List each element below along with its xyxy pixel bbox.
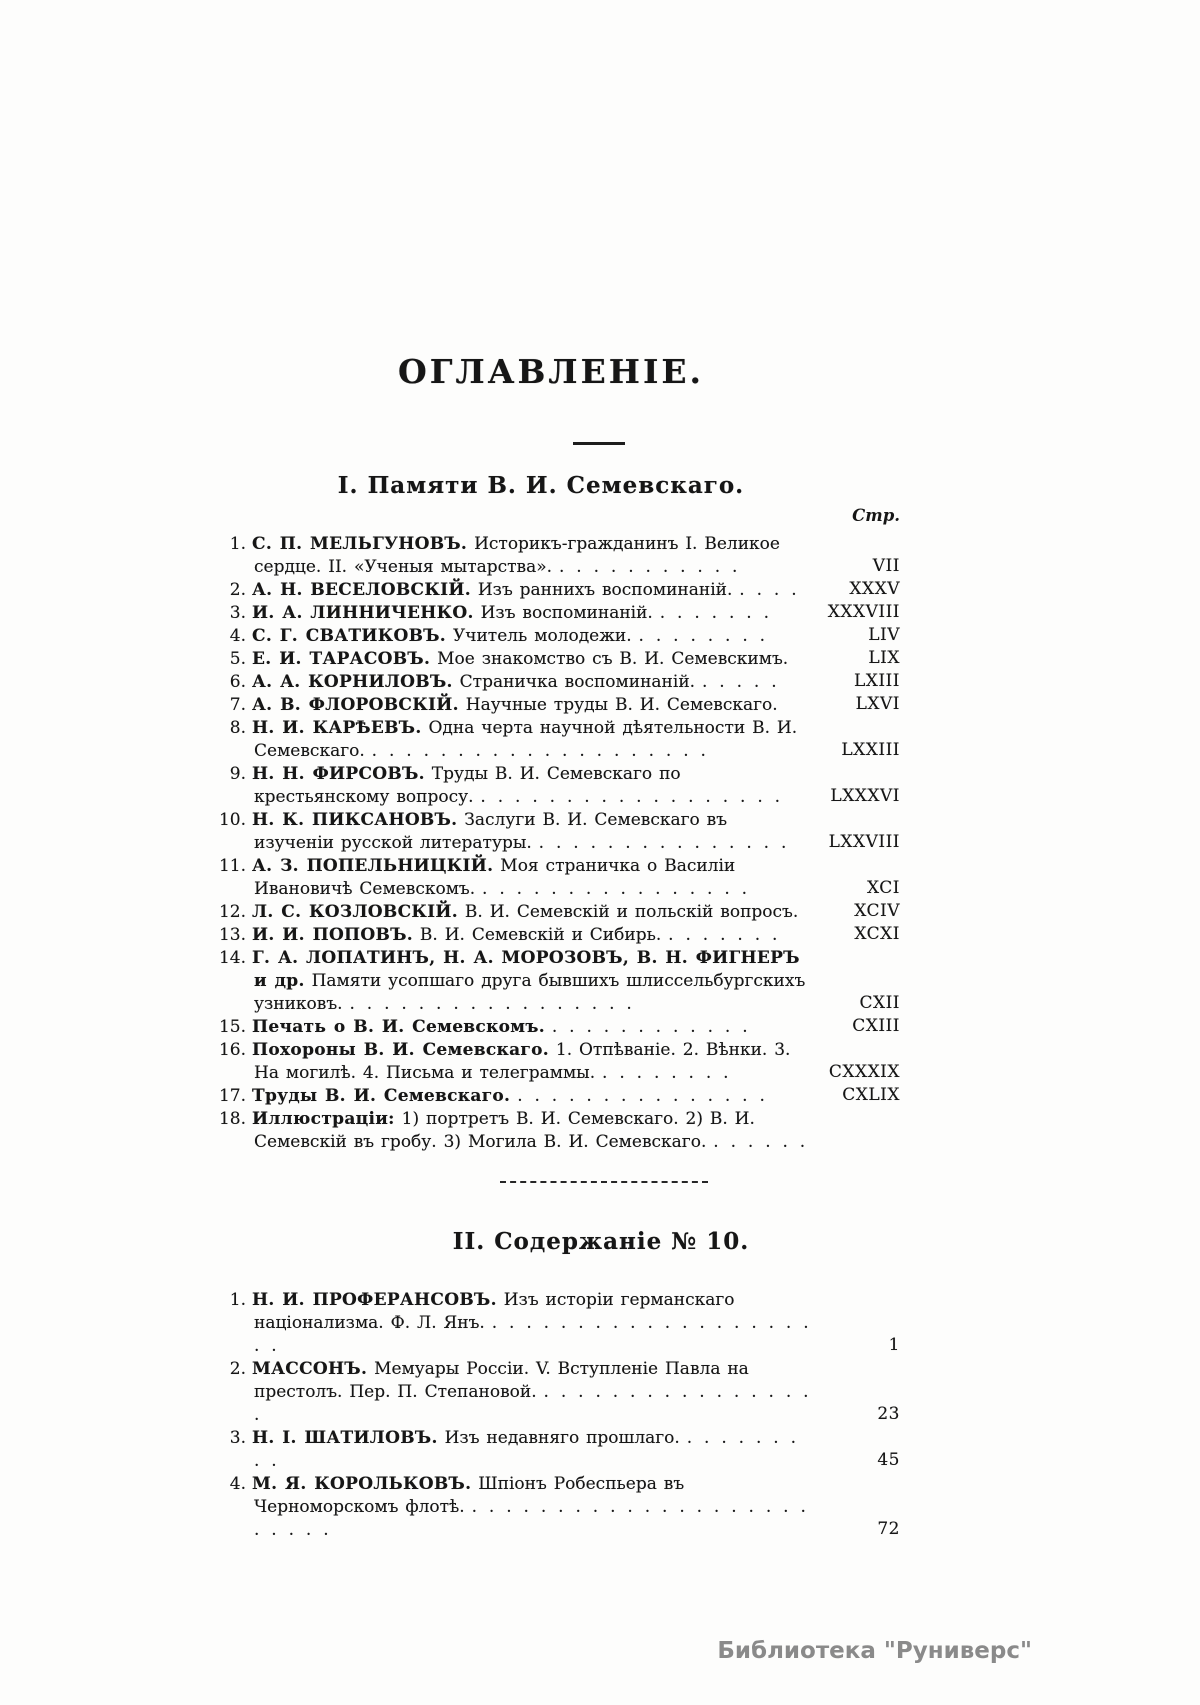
toc-entry: [218, 1473, 900, 1542]
entry-page-number: LXXXVI: [830, 786, 900, 806]
entry-text: Учитель молодежи.: [452, 626, 632, 646]
entry-author: Н. И. КАРѢЕВЪ.: [252, 718, 422, 738]
dot-leader: . . . . . . . . . . . . . . . . . .: [480, 787, 783, 807]
entry-text: Заслуги В. И. Семевскаго въ изученіи русской литературы.: [254, 810, 728, 853]
entry-text: Шпіонъ Робеспьера въ Черноморскомъ флотѣ.: [254, 1474, 685, 1517]
entry-text: Изъ раннихъ воспоминаній.: [477, 580, 733, 600]
toc-entry: [218, 1358, 900, 1427]
toc-entry: [218, 809, 900, 855]
toc-entry: [218, 533, 900, 579]
entry-text: Страничка воспоминаній.: [459, 672, 696, 692]
entry-author: Похороны В. И. Семевскаго.: [252, 1040, 549, 1060]
entry-text: 1. Отпѣваніе. 2. Вѣнки. 3. На могилѣ. 4. Письма и телеграммы.: [254, 1040, 791, 1083]
entry-page-number: CXXXIX: [828, 1062, 900, 1082]
entry-author: Иллюстраціи:: [252, 1109, 395, 1129]
library-watermark: Библиотека "Руниверс": [717, 1638, 1032, 1664]
dot-leader: . . . . . . . . . . . . . . . . . . . . . . . . .: [254, 1497, 809, 1540]
dot-leader: . . . . . . . . . . . . . . . . .: [254, 1382, 812, 1425]
entry-number: 2.: [229, 580, 246, 600]
entry-number: 17.: [218, 1086, 246, 1106]
page-column-label: Стр.: [852, 506, 900, 525]
entry-text: Памяти усопшаго друга бывшихъ шлиссельбургскихъ узниковъ.: [254, 971, 806, 1014]
entry-page-number: LIV: [868, 625, 900, 645]
toc-entry: [218, 924, 900, 947]
toc-entry: [218, 602, 900, 625]
toc-entry: [218, 1039, 900, 1085]
toc-entry: [218, 947, 900, 1016]
entry-author: МАССОНЪ.: [252, 1359, 368, 1379]
entry-text: Одна черта научной дѣятельности В. И. Семевскаго.: [254, 718, 798, 761]
entry-text: Изъ недавняго прошлаго.: [444, 1428, 680, 1448]
entry-number: 3.: [229, 1428, 246, 1448]
entry-number: 8.: [229, 718, 246, 738]
entry-number: 18.: [218, 1109, 246, 1129]
entry-number: 5.: [229, 649, 246, 669]
entry-page-number: LXIII: [853, 671, 900, 691]
entry-page-number: 45: [877, 1450, 900, 1470]
entry-page-number: 72: [877, 1519, 900, 1539]
title-divider-rule: [573, 442, 625, 445]
toc-entry: [218, 579, 900, 602]
entry-page-number: XXXVIII: [827, 602, 900, 622]
entry-number: 4.: [229, 1474, 246, 1494]
toc-entry: [218, 855, 900, 901]
dot-leader: . . . .: [739, 580, 800, 600]
entry-number: 6.: [229, 672, 246, 692]
entry-text: Мое знакомство съ В. И. Семевскимъ.: [437, 649, 789, 669]
entry-page-number: VII: [872, 556, 900, 576]
toc-entry-list: [218, 1289, 900, 1542]
entry-page-number: XCI: [866, 878, 900, 898]
entry-number: 15.: [218, 1017, 246, 1037]
toc-entry: [218, 763, 900, 809]
entry-author: Печать о В. И. Семевскомъ.: [252, 1017, 545, 1037]
toc-entry: [218, 671, 900, 694]
dot-leader: . . . . . . . . . . . .: [551, 1017, 751, 1037]
entry-author: А. В. ФЛОРОВСКІЙ.: [252, 695, 459, 715]
entry-author: А. Н. ВЕСЕЛОВСКІЙ.: [252, 580, 471, 600]
dot-leader: . . . . . . . . . . . . . . . .: [482, 879, 750, 899]
entry-author: И. И. ПОПОВЪ.: [252, 925, 413, 945]
section-divider-dashes: [500, 1181, 708, 1183]
toc-entry: [218, 1016, 900, 1039]
entry-page-number: LXXIII: [841, 740, 900, 760]
toc-entry: [218, 717, 900, 763]
section-contents-no10: [218, 1227, 900, 1542]
entry-number: 9.: [229, 764, 246, 784]
toc-entry: [218, 901, 900, 924]
dot-leader: . . . . . . . . . . .: [558, 557, 740, 577]
toc-entry-list: [218, 533, 900, 1154]
entry-page-number: LXXVIII: [828, 832, 900, 852]
entry-author: Н. К. ПИКСАНОВЪ.: [252, 810, 458, 830]
entry-author: И. А. ЛИННИЧЕНКО.: [252, 603, 474, 623]
entry-text: Историкъ-гражданинъ I. Великое сердце. II. «Ученыя мытарства».: [254, 534, 780, 577]
entry-author: Е. И. ТАРАСОВЪ.: [252, 649, 431, 669]
entry-number: 3.: [229, 603, 246, 623]
dot-leader: . . . . . .: [713, 1132, 808, 1152]
entry-text: Научные труды В. И. Семевскаго.: [465, 695, 778, 715]
entry-text: В. И. Семевскій и Сибирь.: [419, 925, 662, 945]
entry-author: Л. С. КОЗЛОВСКІЙ.: [252, 902, 459, 922]
dot-leader: . . . . . . . . . . . . . . . . . . . . .: [254, 1313, 812, 1356]
entry-author: М. Я. КОРОЛЬКОВЪ.: [252, 1474, 472, 1494]
entry-text: 1) портретъ В. И. Семевскаго. 2) В. И. Семевскій въ гробу. 3) Могила В. И. Семевскаго.: [254, 1109, 755, 1152]
entry-number: 2.: [229, 1359, 246, 1379]
entry-author: С. П. МЕЛЬГУНОВЪ.: [252, 534, 468, 554]
entry-page-number: LXVI: [855, 694, 900, 714]
entry-page-number: CXIII: [852, 1016, 900, 1036]
section-heading: II. Содержаніе № 10.: [452, 1228, 750, 1255]
entry-author: Н. І. ШАТИЛОВЪ.: [252, 1428, 438, 1448]
toc-entry: [218, 694, 900, 717]
dot-leader: . . . . . . . . .: [254, 1428, 799, 1471]
entry-number: 1.: [229, 1290, 246, 1310]
entry-number: 12.: [218, 902, 246, 922]
toc-entry: [218, 1289, 900, 1358]
entry-number: 10.: [218, 810, 246, 830]
entry-author: А. З. ПОПЕЛЬНИЦКІЙ.: [252, 856, 494, 876]
entry-number: 14.: [218, 948, 246, 968]
toc-entry: [218, 648, 900, 671]
dot-leader: . . . . .: [701, 672, 780, 692]
toc-entry: [218, 1085, 900, 1108]
toc-entry: [218, 625, 900, 648]
dot-leader: . . . . . . .: [659, 603, 772, 623]
entry-author: Н. И. ПРОФЕРАНСОВЪ.: [252, 1290, 497, 1310]
entry-author: С. Г. СВАТИКОВЪ.: [252, 626, 447, 646]
entry-text: Изъ исторіи германскаго націонализма. Ф. Л. Янъ.: [254, 1290, 735, 1333]
toc-entry: [218, 1427, 900, 1473]
entry-text: Изъ воспоминаній.: [480, 603, 653, 623]
entry-page-number: LIX: [868, 648, 900, 668]
dot-leader: . . . . . . . . . . . . . . .: [538, 833, 789, 853]
dot-leader: . . . . . . . . . . . . . . . . .: [349, 994, 635, 1014]
entry-number: 11.: [218, 856, 246, 876]
entry-number: 4.: [229, 626, 246, 646]
entry-number: 1.: [229, 534, 246, 554]
dot-leader: . . . . . . . .: [638, 626, 768, 646]
entry-text: Моя страничка о Василіи Ивановичѣ Семевскомъ.: [254, 856, 736, 899]
entry-page-number: 1: [888, 1335, 900, 1355]
entry-page-number: XXXV: [849, 579, 900, 599]
table-of-contents: [218, 0, 900, 1542]
toc-entry: [218, 1108, 900, 1154]
entry-number: 7.: [229, 695, 246, 715]
dot-leader: . . . . . . . . . . . . . . .: [517, 1086, 768, 1106]
entry-page-number: CXII: [859, 993, 900, 1013]
entry-author: Труды В. И. Семевскаго.: [252, 1086, 511, 1106]
entry-number: 13.: [218, 925, 246, 945]
entry-page-number: 23: [877, 1404, 900, 1424]
entry-page-number: XCIV: [854, 901, 900, 921]
page-title: ОГЛАВЛЕНІЕ.: [397, 352, 705, 391]
entry-number: 16.: [218, 1040, 246, 1060]
entry-author: Н. Н. ФИРСОВЪ.: [252, 764, 425, 784]
entry-text: В. И. Семевскій и польскій вопросъ.: [464, 902, 799, 922]
entry-page-number: XCXI: [854, 924, 900, 944]
section-heading: I. Памяти В. И. Семевскаго.: [337, 472, 745, 499]
dot-leader: . . . . . . . .: [602, 1063, 732, 1083]
entry-page-number: CXLIX: [842, 1085, 900, 1105]
entry-text: Мемуары Россіи. V. Вступленіе Павла на престолъ. Пер. П. Степановой.: [254, 1359, 749, 1402]
section-in-memoriam: [218, 471, 900, 1154]
dot-leader: . . . . . . . . . . . . . . . . . . . .: [371, 741, 709, 761]
entry-author: Г. А. ЛОПАТИНЪ, Н. А. МОРОЗОВЪ, В. Н. ФИГНЕРЪ и др.: [252, 948, 800, 991]
entry-author: А. А. КОРНИЛОВЪ.: [252, 672, 453, 692]
dot-leader: . . . . . . .: [668, 925, 780, 945]
entry-text: Труды В. И. Семевскаго по крестьянскому вопросу.: [254, 764, 681, 807]
